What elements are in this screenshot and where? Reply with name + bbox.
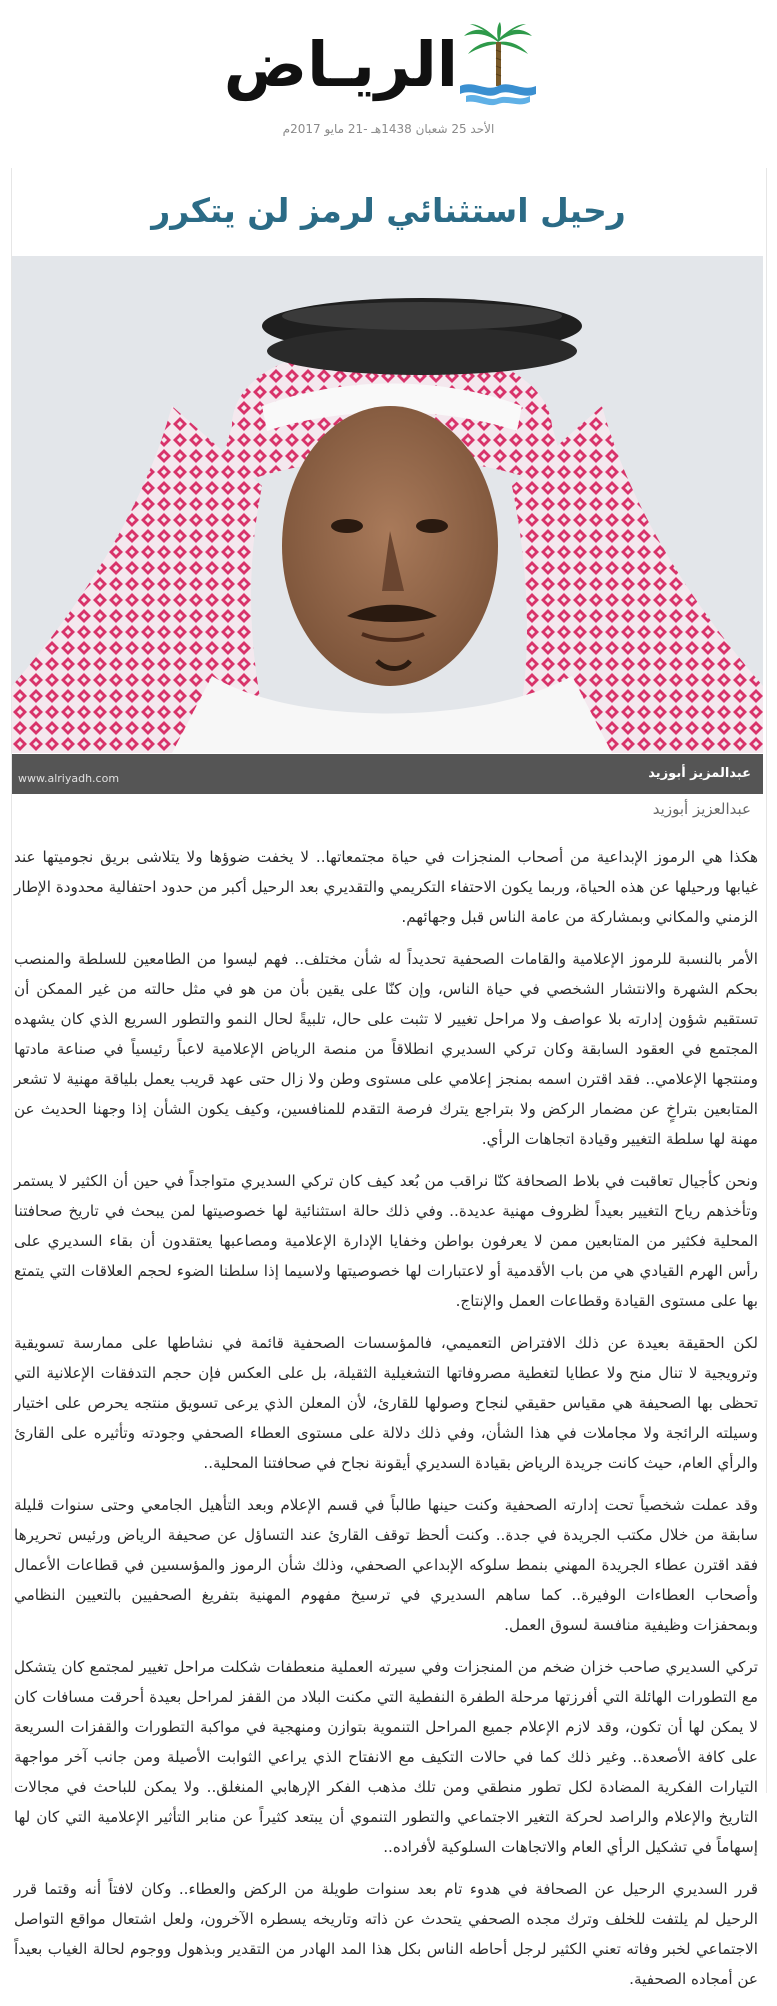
- photo-caption-bar: [12, 754, 763, 794]
- article-paragraph: وقد عملت شخصياً تحت إدارته الصحفية وكنت حينها طالباً في قسم الإعلام وبعد التأهيل الجامعي وحتى سنوات قليلة سابقة من خلال مكتب الجريدة في جدة.. وكنت ألحظ توقف القارئ عند التساؤل عن صحيفة الرياض ورئيس تحريرها فقد اقترن عطاء الجريدة المهني بنمط سلوكه الإبداعي الصحفي، وذلك شأن الرموز والمؤسسين في قطاعات الأعمال وأصحاب العطاءات الوفيرة.. كما ساهم السديري في ترسيخ مفهوم المهنية بتفريغ الصحفيين بالتعيين النظامي وبمحفزات وظيفية منافسة لسوق العمل.: [14, 1496, 758, 1634]
- masthead: [0, 0, 777, 150]
- logo-wordmark: الريـاض: [223, 28, 458, 101]
- site-logo[interactable]: [223, 22, 540, 110]
- article-paragraph: ونحن كأجيال تعاقبت في بلاط الصحافة كنّا نراقب من بُعد كيف كان تركي السديري متواجداً في حين أن الكثير لا يستمر وتأخذهم رياح التغيير بعيداً لظروف مهنية عديدة.. وفي ذلك حالة استثنائية لها خصوصيتها لمن يبحث في تاريخ صحافتنا المحلية فكثير من المتابعين ممن لا يعرفون بواطن وخفايا الإدارة الإعلامية ومصاعبها يعتقدون أن بقاء السديري على رأس الهرم القيادي هي من باب الأقدمية أو لاعتبارات لها خصوصيتها ولاسيما إذا سلطنا الضوء لحجم العلاقات التي يتمتع بها على مستوى القيادة وقطاعات العمل والإنتاج.: [14, 1172, 758, 1310]
- article-photo[interactable]: [12, 256, 763, 753]
- portrait-illustration: [12, 256, 763, 753]
- article-paragraph: قرر السديري الرحيل عن الصحافة في هدوء تام بعد سنوات طويلة من الركض والعطاء.. وكان لافتاً أنه وقتما قرر الرحيل لم يلتفت للخلف وترك مجده الصحفي يتحدث عن ذاته وتاريخه يسطره الآخرون، ولعل اشتعال مواقع التواصل الاجتماعي لخبر وفاته تعني الكثير لرجل أحاطه الناس بكل هذا المد الهادر من التقدير وبذهول ووجوم لحالة الغياب بعيداً عن أمجاده الصحفية.: [14, 1880, 758, 1988]
- publication-date: الأحد 25 شعبان 1438هـ -21 مايو 2017م: [282, 122, 495, 136]
- article-headline: رحيل استثنائي لرمز لن يتكرر: [151, 191, 626, 230]
- photo-credit: عبدالعزيز أبوزيد: [652, 800, 751, 818]
- article-paragraph: لكن الحقيقة بعيدة عن ذلك الافتراض التعميمي، فالمؤسسات الصحفية قائمة في نشاطها على ممارسة تسويقية وترويجية لا تنال منح ولا عطايا لتغطية مصروفاتها التشغيلية الثقيلة، بل على العكس فإن حجم التدفقات الإعلانية التي تحظى بها الصحيفة هي مقياس حقيقي لنجاح وصولها للقارئ، لأن المعلن الذي يرعى تسويق منتجه يحرص على اختيار وسيلته الرائجة ولا مجاملات في هذا الشأن، وفي ذلك دلالة على مستوى العطاء الصحفي وجودته وتأثيره على القارئ والرأي العام، حيث كانت جريدة الرياض بقيادة السديري أيقونة نجاح في صحافتنا المحلية..: [14, 1334, 758, 1472]
- waves-emblem-icon: [460, 84, 536, 105]
- article-paragraph: الأمر بالنسبة للرموز الإعلامية والقامات الصحفية تحديداً له شأن مختلف.. فهم ليسوا من الطامعين للسلطة والمنصب بحكم الشهرة والانتشار الشخصي في حياة الناس، وإن كنّا على يقين بأن من هو في مثل حالته من غير الممكن أن تستقيم شؤون إدارته بلا عواصف ولا مراحل تغيير لا تثبت على حال، تلبيةً لحال النمو والتطور السريع الذي كان يشهده المجتمع في العقود السابقة وكان تركي السديري انطلاقاً من منصة الرياض الإعلامية لاعباً رئيسياً في صناعة مادتها ومنتجها الإعلامي.. فقد اقترن اسمه بمنجز إعلامي على مستوى وطن ولا زال حتى عهد قريب يعمل بلياقة مهنية لا تشعر المتابعين بتراخٍ عن مضمار الركض ولا بتراجع يترك فرصة التقدم للمنافسين، وكيف يكون الشأن إذا وجهنا الحديث عن مهنة لها سلطة التغيير وقيادة اتجاهات الرأي.: [14, 950, 758, 1148]
- photo-watermark: www.alriyadh.com: [18, 772, 120, 785]
- palm-tree-emblem-icon: [456, 22, 540, 110]
- article-paragraph: تركي السديري صاحب خزان ضخم من المنجزات وفي سيرته العملية منعطفات شكلت مراحل تغيير لمجتمع كان يتشكل مع التطورات الهائلة التي أفرزتها مرحلة الطفرة النفطية التي مكنت البلاد من القفز لمراحل بعيدة أحرقت مسافات كان لا يمكن لها أن تكون، وقد لازم الإعلام جميع المراحل التنموية بتوازن ومنهجية في مواكبة التطورات والقفزات السريعة على كافة الأصعدة.. وغير ذلك كما في حالات التكيف مع الانفتاح الذي يراعي الثوابت الأصيلة ومن جانب آخر مواجهة التيارات الفكرية المضادة لكل تطور منطقي ومن تلك مذهب الفكر الإرهابي المنغلق.. ولا يمكن للباحث في مجالات التاريخ والإعلام والراصد لحركة التغير الاجتماعي والتطور التنموي أن يبتعد كثيراً عن منابر التأثير الإعلامية التي كان لها إسهاماً في تشكيل الرأي العام والاتجاهات السلوكية لأفراده..: [14, 1658, 758, 1856]
- photo-caption: عبدالمزيز أبوزيد: [648, 766, 751, 781]
- article-paragraph: هكذا هي الرموز الإبداعية من أصحاب المنجزات في حياة مجتمعاتها.. لا يخفت ضوؤها ولا يتلاشى بريق نجوميتها عند غيابها ورحيلها عن هذه الحياة، وربما يكون الاحتفاء التكريمي والتقديري بعد الرحيل أكبر من حدود احتفالية محدودة الإطار الزمني والمكاني وبمشاركة من عامة الناس قبل وجهائهم.: [14, 848, 758, 926]
- article-body: [14, 842, 758, 2006]
